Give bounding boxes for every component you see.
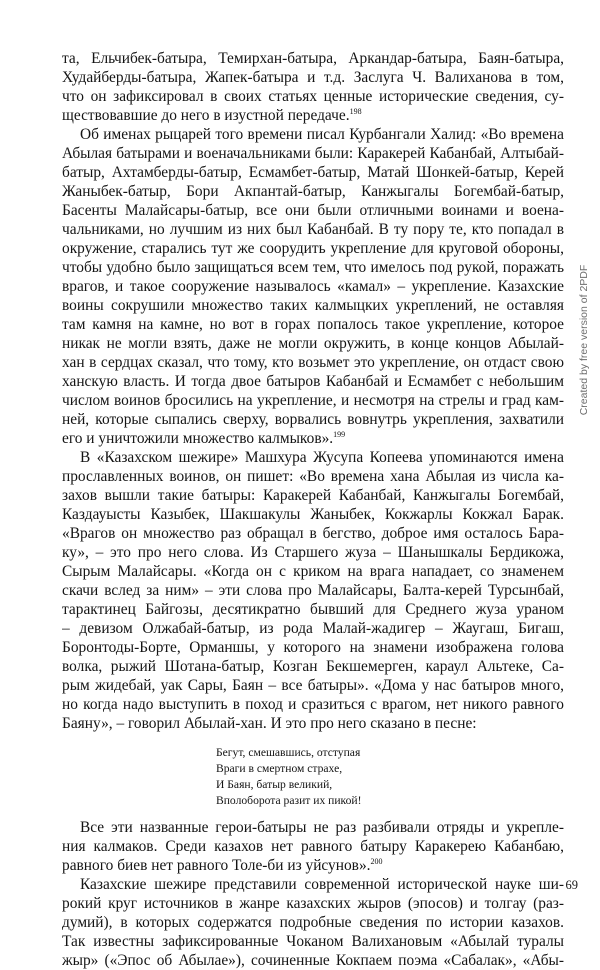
text-line: равного биев нет равного Толе-би из уйсунов».$^{200}$ bbox=[62, 857, 383, 874]
footnote-ref: 199 bbox=[333, 430, 346, 439]
text-line: скачи вслед за ним» – эти слова про Малайсары, Балта-керей Турсынбай, bbox=[62, 582, 564, 599]
poem-line: Вполоборота разит их пикой! bbox=[216, 794, 362, 807]
text-line: Жаныбек-батыр, Бори Акпантай-батыр, Канжыгалы Богембай-батыр, bbox=[62, 183, 564, 200]
text-line: рокий круг источников в жанре казахских жыров (эпосов) и толгау (раз- bbox=[62, 895, 564, 912]
text-line: Каздауысты Казыбек, Шакшакулы Жаныбек, Кокжарлы Кокжал Барак. bbox=[62, 506, 564, 523]
text-line: – девизом Олжабай-батыр, из рода Малай-жадигер – Жаугаш, Бигаш, bbox=[62, 620, 564, 637]
text-line: Казахские шежире представили современной исторической науке ши- bbox=[80, 876, 564, 893]
poem-line: И Баян, батыр великий, bbox=[216, 778, 333, 791]
text-line: Об именах рыцарей того времени писал Курбангали Халид: «Во времена bbox=[80, 126, 564, 143]
text-line: батыр, Ахтамберды-батыр, Есмамбет-батыр, Матай Шонкей-батыр, Керей bbox=[62, 164, 564, 181]
text-line: врагов, и такое сооружение называлось «камал» – укрепление. Казахские bbox=[62, 278, 564, 295]
converter-watermark: Created by free version of 2PDF bbox=[578, 264, 590, 416]
text-line: хан в сердцах сказал, что тому, кто возьмет это укрепление, он отдаст свою bbox=[62, 354, 564, 371]
footnote-ref: 198 bbox=[349, 107, 362, 116]
text-line: никак не могли взять, даже не могли окружить, в конце концов Абылай- bbox=[62, 335, 564, 352]
text-line: но когда надо выступить в поход и сразиться с врагом, нет никого равного bbox=[62, 696, 564, 713]
page-number: 69 bbox=[565, 878, 578, 892]
text-line: В «Казахском шежире» Машхура Жусупа Копеева упоминаются имена bbox=[80, 449, 564, 466]
text-line: Так известны зафиксированные Чоканом Валихановым «Абылай туралы bbox=[62, 933, 564, 950]
text-line: Басенты Малайсары-батыр, все они были отличными воинами и воена- bbox=[62, 202, 564, 219]
text-line: его и уничтожили множество калмыков».$^{199}$ bbox=[62, 430, 346, 447]
text-line: ществовавшие до него в изустной передаче.$^{198}$ bbox=[62, 107, 362, 124]
text-line: числом воинов бросились на укрепление, и несмотря на стрелы и град кам- bbox=[62, 392, 564, 409]
text-line: Сырым Малайсары. «Когда он с криком на врага нападает, со знаменем bbox=[62, 563, 564, 580]
text-line: думий), в которых содержатся подробные сведения по истории казахов. bbox=[62, 914, 564, 931]
text-line: чтобы удобно было защищаться всем тем, что имелось под рукой, поражать bbox=[62, 259, 564, 276]
text-line: жыр» («Эпос об Абылае»), сочиненные Кокпаем поэма «Сабалак», «Абы- bbox=[62, 952, 564, 969]
text-line: Все эти названные герои-батыры не раз разбивали отряды и укрепле- bbox=[80, 819, 564, 836]
text-line: прославленных воинов, он пишет: «Во времена хана Абылая из числа ка- bbox=[62, 468, 564, 485]
poem-line: Бегут, смешавшись, отступая bbox=[216, 746, 361, 759]
text-line: Баяну», – говорил Абылай-хан. И это про него сказано в песне: bbox=[62, 715, 477, 732]
text-line: волка, рыжий Шотана-батыр, Козган Бекшемерген, караул Альтеке, Са- bbox=[62, 658, 564, 675]
text-line: та, Ельчибек-батыра, Темирхан-батыра, Аркандар-батыра, Баян-батыра, bbox=[62, 50, 564, 67]
text-line: ния калмаков. Среди казахов нет равного батыру Каракерею Кабанбаю, bbox=[62, 838, 564, 855]
text-line: рым жидебай, уак Сары, Баян – все батыры». «Дома у нас батыров много, bbox=[62, 677, 564, 694]
text-line: воины сокрушили множество таких калмыцких укреплений, не оставляя bbox=[62, 297, 564, 314]
text-line: окружение, старались тут же соорудить укрепление для круговой обороны, bbox=[62, 240, 564, 257]
text-line: ней, которые сыпались сверху, ворвались вовнутрь укрепления, захватили bbox=[62, 411, 564, 428]
text-line: ку», – это про него слова. Из Старшего жуза – Шанышкалы Бердикожа, bbox=[62, 544, 564, 561]
text-line: «Врагов он множество раз обращал в бегство, доброе имя осталось Бара- bbox=[62, 525, 564, 542]
text-line: ханскую власть. И тогда двое батыров Кабанбай и Есмамбет с небольшим bbox=[62, 373, 564, 390]
footnote-ref: 200 bbox=[370, 857, 383, 866]
text-line: что он зафиксировал в своих статьях ценные исторические сведения, су- bbox=[62, 88, 564, 105]
text-line: Абылая батырами и военачальниками были: Каракерей Кабанбай, Алтыбай- bbox=[62, 145, 564, 162]
text-line: захов вышли такие батыры: Каракерей Кабанбай, Канжыгалы Богембай, bbox=[62, 487, 564, 504]
text-line: Худайберды-батыра, Жапек-батыра и т.д. Заслуга Ч. Валиханова в том, bbox=[62, 69, 564, 86]
text-line: чальниками, но лучшим из них был Кабанбай. В ту пору те, кто попадал в bbox=[62, 221, 564, 238]
text-line: Боронтоды-Борте, Орманшы, у которого на знамени изображена голова bbox=[62, 639, 564, 656]
text-line: тарактинец Байгозы, десятикратно бывший для Среднего жуза ураном bbox=[62, 601, 564, 618]
text-line: там камня на камне, но вот в горах попалось такое укрепление, которое bbox=[62, 316, 564, 333]
poem-line: Враги в смертном страхе, bbox=[216, 762, 343, 775]
